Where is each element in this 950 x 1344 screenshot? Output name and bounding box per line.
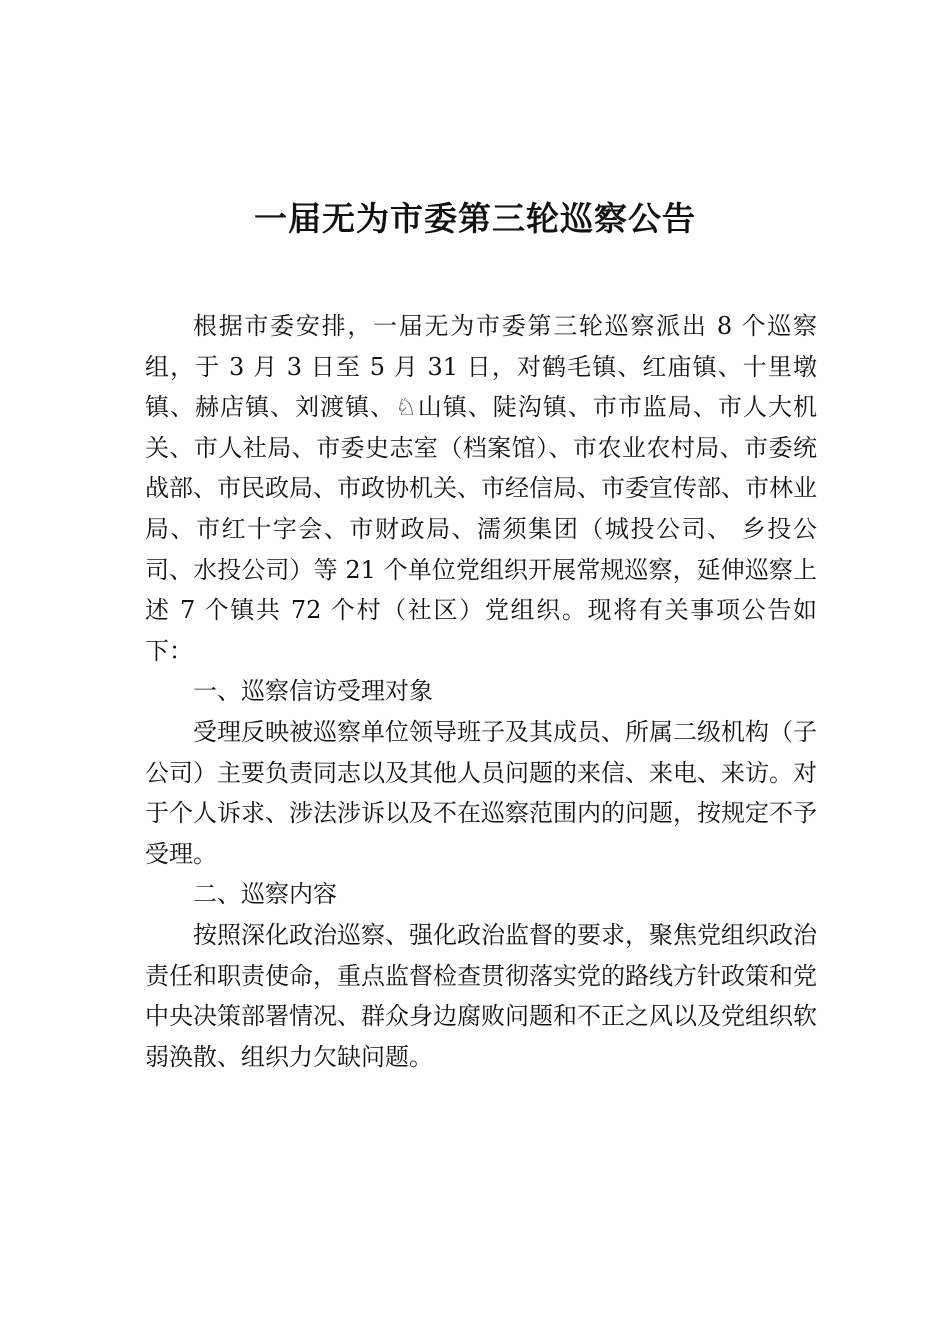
intro-paragraph: 根据市委安排，一届无为市委第三轮巡察派出 8 个巡察组，于 3 月 3 日至 5 月 31 日，对鹤毛镇、红庙镇、十里墩镇、赫店镇、刘渡镇、♘山镇、陡沟镇、市市监局、市人大机关、市人社局、市委史志室（档案馆）、市农业农村局、市委统战部、市民政局、市政协机关、市经信局、市委宣传部、市林业局、市红十字会、市财政局、濡须集团（城投公司、 乡投公司、水投公司）等 21 个单位党组织开展常规巡察，延伸巡察上述 7 个镇共 72 个村（社区）党组织。现将有关事项公告如下： <box>145 312 817 665</box>
section-paragraph-inspection-content: 按照深化政治巡察、强化政治监督的要求，聚焦党组织政治责任和职责使命，重点监督检查贯彻落实党的路线方针政策和党中央决策部署情况、群众身边腐败问题和不正之风以及党组织软弱涣散、组织力欠缺问题。 <box>145 920 817 1071</box>
section-paragraph-complaint-scope: 受理反映被巡察单位领导班子及其成员、所属二级机构（子公司）主要负责同志以及其他人员问题的来信、来电、来访。对于个人诉求、涉法涉诉以及不在巡察范围内的问题，按规定不予受理。 <box>145 717 817 868</box>
document-title: 一届无为市委第三轮巡察公告 <box>254 199 696 238</box>
section-heading-complaint-scope: 一、巡察信访受理对象 <box>193 677 433 706</box>
section-heading-inspection-content: 二、巡察内容 <box>193 880 337 909</box>
document-body <box>145 306 817 1077</box>
